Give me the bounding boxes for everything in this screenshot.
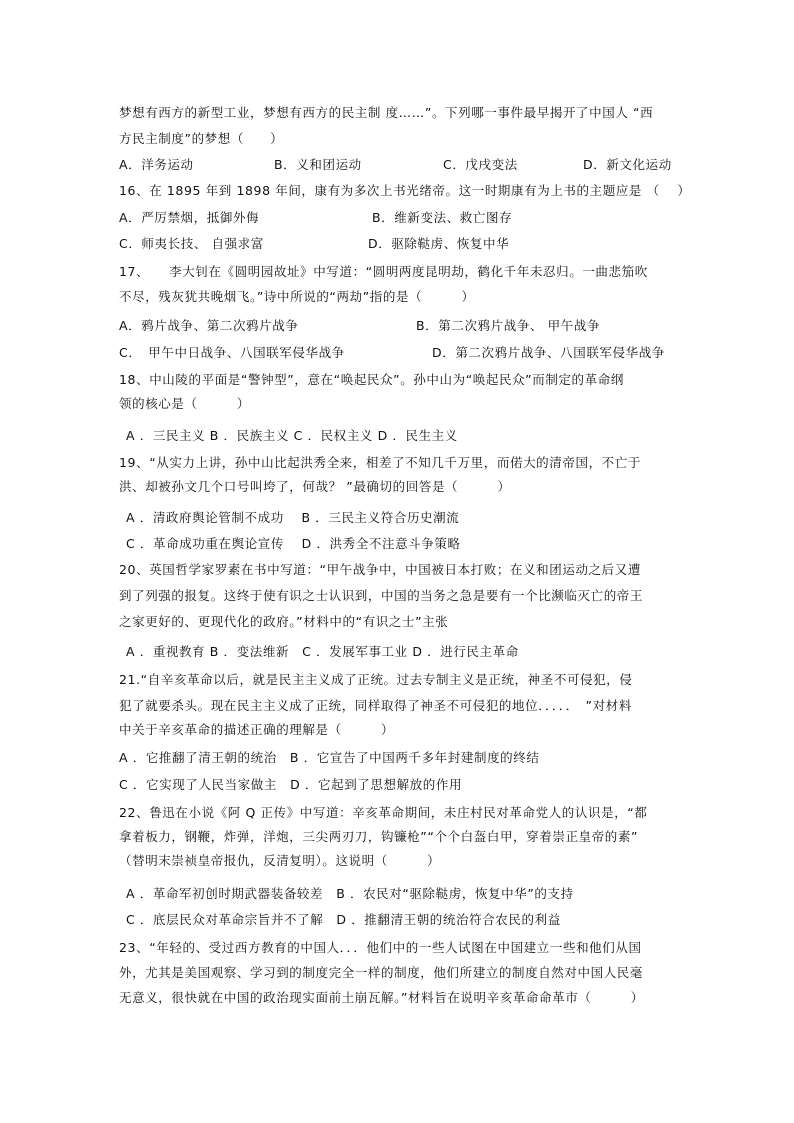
q18-stem-line-2: 领的核心是（ ） [119,396,251,411]
q20-options: A ．重视教育 B ．变法维新 C ．发展军事工业 D ．进行民主革命 [126,644,519,659]
q15-stem-line-2: 方民主制度”的梦想（ ） [119,131,284,146]
q19-stem-line-2: 洪、却被孙文几个口号叫垮了，何哉？ ”最确切的回答是（ ） [119,479,511,494]
q22-options-line-2: C ．底层民众对革命宗旨并不了解 D ．推翻清王朝的统治符合农民的利益 [126,912,561,927]
q16-option-b: B．维新变法、救亡图存 [372,210,513,225]
q16-option-d: D．驱除鞑虏、恢复中华 [368,236,510,251]
q20-stem-line-2: 到了列强的报复。这终于使有识之士认识到，中国的当务之急是要有一个比濒临灭亡的帝王 [119,588,644,603]
q15-stem-line-1: 梦想有西方的新型工业，梦想有西方的民主制 度……”。下列哪一事件最早揭开了中国人 “西 [119,105,654,120]
q17-option-b: B．第二次鸦片战争、 甲午战争 [416,318,601,333]
q22-stem-line-1: 22、鲁迅在小说《阿 Q 正传》中写道：辛亥革命期间，未庄村民对革命党人的认识是，“都 [119,805,648,820]
q22-options-line-1: A ．革命军初创时期武器装备较差 B ．农民对“驱除鞑虏，恢复中华”的支持 [126,886,574,901]
q18-options: A ．三民主义 B ．民族主义 C ．民权主义 D ．民生主义 [126,428,458,443]
q21-stem-line-1: 21.“自辛亥革命以后，就是民主主义成了正统。过去专制主义是正统，神圣不可侵犯，侵 [119,672,633,687]
q21-options-line-1: A ．它推翻了清王朝的统治 B ．它宣告了中国两千多年封建制度的终结 [119,750,540,765]
q15-option-c: C．戊戌变法 [443,157,518,172]
q17-stem-line-1: 17、 李大钊在《圆明园故址》中写道：“圆明两度昆明劫，鹤化千年未忍归。一曲悲笳吹 [119,264,648,279]
q21-stem-line-2: 犯了就要杀头。现在民主主义成了正统，同样取得了神圣不可侵犯的地位．．．．． ”对材料 [119,698,632,713]
q21-options-line-2: C ．它实现了人民当家做主 D ．它起到了思想解放的作用 [119,777,463,792]
q17-stem-line-2: 不尽，残灰犹共晚烟飞。”诗中所说的“两劫”指的是（ ） [119,289,475,304]
q20-stem-line-3: 之家更好的、更现代化的政府。”材料中的“有识之士”主张 [119,614,449,629]
q23-stem-line-2: 外，尤其是美国观察、学习到的制度完全一样的制度，他们所建立的制度自然对中国人民毫 [119,965,644,980]
q16-option-a: A．严厉禁烟，抵御外侮 [119,210,260,225]
q17-option-d: D．第二次鸦片战争、八国联军侵华战争 [432,345,665,360]
q19-stem-line-1: 19、“从实力上讲，孙中山比起洪秀全来，相差了不知几千万里，而偌大的清帝国，不亡于 [119,455,641,470]
q19-options-line-1: A ．清政府舆论管制不成功 B ．三民主义符合历史潮流 [126,510,460,525]
q22-stem-line-3: （替明末崇祯皇帝报仇，反清复明）。这说明（ ） [119,853,441,868]
q21-stem-line-3: 中关于辛亥革命的描述正确的理解是（ ） [119,722,395,737]
q15-option-d: D．新文化运动 [583,157,672,172]
q19-options-line-2: C ．革命成功重在舆论宣传 D ．洪秀全不注意斗争策略 [126,536,461,551]
q20-stem-line-1: 20、英国哲学家罗素在书中写道：“甲午战争中，中国被日本打败；在义和团运动之后又遭 [119,562,641,577]
q22-stem-line-2: 拿着板力，钢鞭，炸弹，洋炮，三尖两刃刀，钩镰枪”“个个白盔白甲，穿着崇正皇帝的素” [119,829,639,844]
q15-option-b: B．义和团运动 [274,157,362,172]
q23-stem-line-3: 无意义，很快就在中国的政治现实面前土崩瓦解。”材料旨在说明辛亥革命命革市（ ） [119,990,644,1005]
q16-stem-line-1: 16、在 1895 年到 1898 年间，康有为多次上书光绪帝。这一时期康有为上书的主题应是 （ ） [119,183,691,198]
q23-stem-line-1: 23、“年轻的、受过西方教育的中国人．．．他们中的一些人试图在中国建立一些和他们从国 [119,940,642,955]
q15-option-a: A．洋务运动 [119,157,194,172]
q17-option-c: C． 甲午中日战争、八国联军侵华战争 [119,345,345,360]
q17-option-a: A．鸦片战争、第二次鸦片战争 [119,318,299,333]
q16-option-c: C．师夷长技、 自强求富 [119,236,264,251]
q18-stem-line-1: 18、中山陵的平面是“警钟型”，意在“唤起民众”。孙中山为“唤起民众”而制定的革命纲 [119,372,624,387]
